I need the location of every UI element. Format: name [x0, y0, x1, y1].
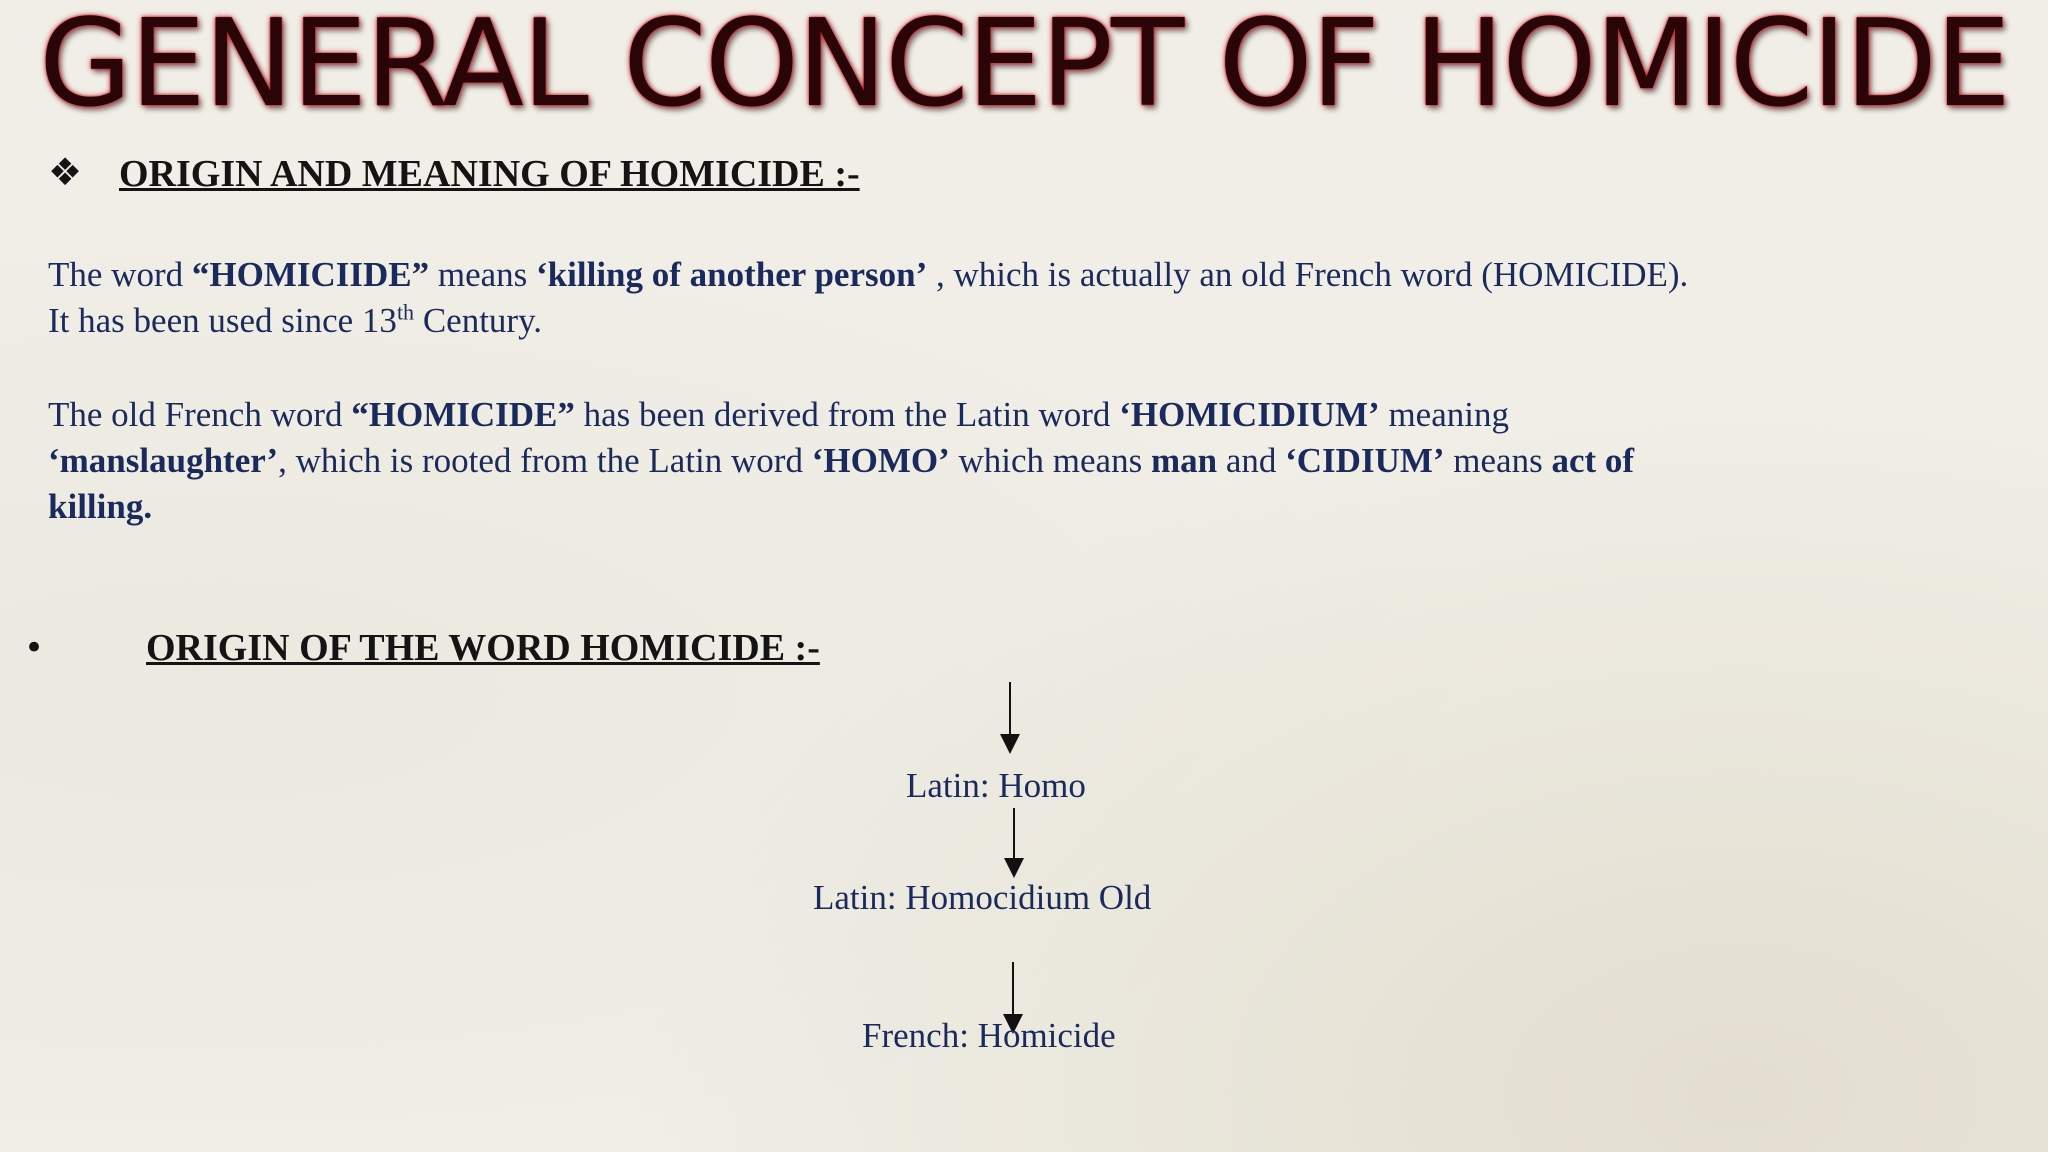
bold-run: ‘CIDIUM’ — [1285, 441, 1445, 480]
text-run: Century. — [414, 301, 543, 340]
heading-origin-meaning: ORIGIN AND MEANING OF HOMICIDE :- — [119, 153, 860, 195]
text-run: It has been used since 13 — [48, 301, 397, 340]
bold-run: man — [1150, 441, 1218, 480]
heading-origin-word: ORIGIN OF THE WORD HOMICIDE :- — [146, 627, 820, 669]
flow-step-french-homicide: French: Homicide — [862, 1016, 1116, 1055]
superscript: th — [396, 299, 415, 325]
text-run: which means — [949, 441, 1151, 480]
bold-run: ‘HOMO’ — [811, 441, 950, 480]
flow-step-latin-homo: Latin: Homo — [906, 766, 1086, 805]
text-run: has been derived from the Latin word — [574, 395, 1120, 434]
dot-bullet-icon: • — [24, 628, 45, 668]
text-run: The word — [48, 255, 192, 294]
bold-run: killing. — [48, 487, 153, 526]
bold-run: ‘killing of another person’ — [536, 255, 928, 294]
diamond-bullet-icon: ❖ — [48, 150, 83, 194]
text-run: means — [1444, 441, 1552, 480]
bold-run: “HOMICIIDE” — [191, 255, 430, 294]
bold-run: “HOMICIDE” — [351, 395, 575, 434]
text-run: meaning — [1379, 395, 1509, 434]
bold-run: ‘HOMICIDIUM’ — [1119, 395, 1380, 434]
bold-run: act of — [1551, 441, 1635, 480]
slide-title: GENERAL CONCEPT OF HOMICIDE — [38, 0, 2010, 134]
flow-step-latin-homocidium: Latin: Homocidium Old — [813, 878, 1152, 917]
text-run: means — [429, 255, 537, 294]
bold-run: ‘manslaughter’ — [48, 441, 279, 480]
text-run: and — [1217, 441, 1286, 480]
text-run: , which is actually an old French word (HOMICIDE). — [927, 255, 1689, 294]
text-run: The old French word — [48, 395, 352, 434]
text-run: , which is rooted from the Latin word — [278, 441, 812, 480]
